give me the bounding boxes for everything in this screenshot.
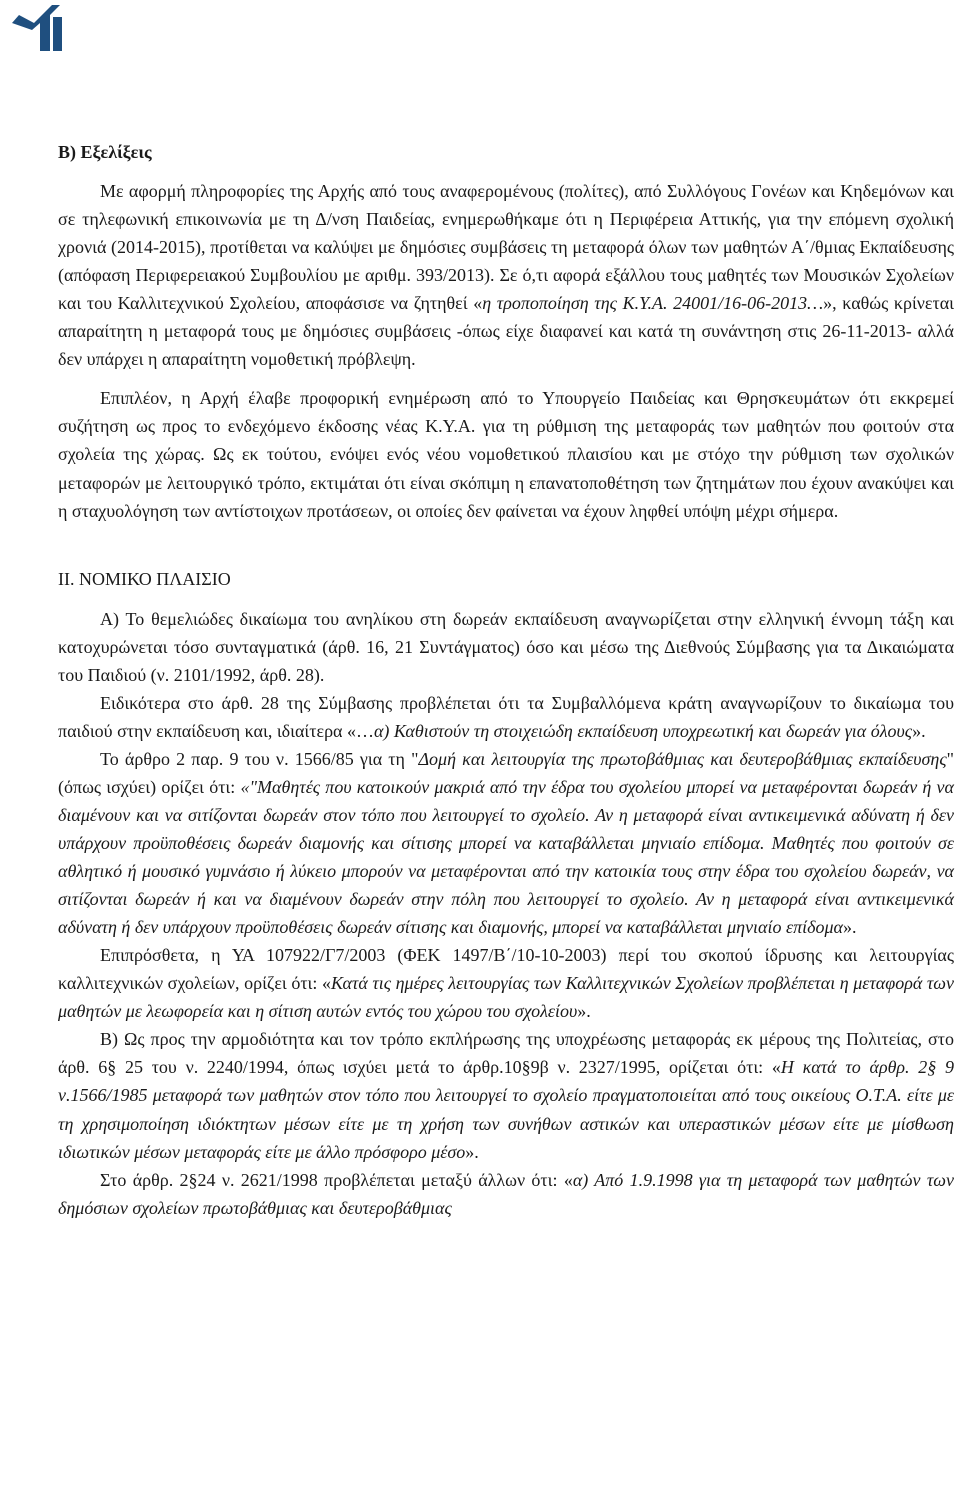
paragraph: Επιπλέον, η Αρχή έλαβε προφορική ενημέρωση από το Υπουργείο Παιδείας και Θρησκευμάτων ότι εκκρεμεί συζήτηση ως προς το ενδεχόμενο έκδοσης νέας Κ.Υ.Α. για τη ρύθμιση της μεταφοράς των μαθητών που φοιτούν στα σχολεία της χώρας. Ως εκ τούτου, ενόψει ενός νέου νομοθετικού πλαισίου και με στόχο την ρύθμιση των σχολικών μεταφορών με λειτουργικό τρόπο, εκτιμάται ότι είναι σκόπιμη η επανατοποθέτηση των ζητημάτων που έχουν ανακύψει και η σταχυολόγηση των αντίστοιχων προτάσεων, οι οποίες δεν φαίνεται να έχουν ληφθεί υπόψη μέχρι σήμερα. (58, 388, 954, 521)
document-body (58, 138, 954, 1222)
section-heading-evolutions: Β) Εξελίξεις (58, 142, 152, 162)
paragraph: Με αφορμή πληροφορίες της Αρχής από τους αναφερομένους (πολίτες), από Συλλόγους Γονέων και Κηδεμόνων και σε τηλεφωνική επικοινωνία με τη Δ/νση Παιδείας, ενημερωθήκαμε ότι η Περιφέρεια Αττικής, για την επόμενη σχολική χρονιά (2014-2015), προτίθεται να καλύψει με δημόσιες συμβάσεις τη μεταφορά όλων των μαθητών Α΄/θμιας Εκπαίδευσης (απόφαση Περιφερειακού Συμβουλίου με αριθμ. 393/2013). Σε ό,τι αφορά εξάλλου τους μαθητές των Μουσικών Σχολείων και του Καλλιτεχνικού Σχολείου, αποφάσισε να ζητηθεί «η τροποποίηση της Κ.Υ.Α. 24001/16-06-2013…», καθώς κρίνεται απαραίτητη η μεταφορά τους με δημόσιες συμβάσεις -όπως είχε διαφανεί και κατά τη συνάντηση στις 26-11-2013- αλλά δεν υπάρχει η απαραίτητη νομοθετική πρόβλεψη. (58, 181, 954, 370)
paragraph: Το άρθρο 2 παρ. 9 του ν. 1566/85 για τη "Δομή και λειτουργία της πρωτοβάθμιας και δευτεροβάθμιας εκπαίδευσης" (όπως ισχύει) ορίζει ότι: «"Μαθητές που κατοικούν μακριά από την έδρα του σχολείου μπορεί να μεταφέρονται δωρεάν ή να διαμένουν και να σιτίζονται δωρεάν στον τόπο που λειτουργεί το σχολείο. Αν η μεταφορά είναι αντικειμενικά αδύνατη ή δεν υπάρχουν προϋποθέσεις δωρεάν διαμονής και σίτισης μπορεί να καταβάλλεται μηνιαίο επίδομα. Μαθητές που φοιτούν σε αθλητικό ή μουσικό γυμνάσιο ή λύκειο μπορούν να μεταφέρονται από την κατοικία τους στην έδρα του σχολείου δωρεάν, να σιτίζονται δωρεάν ή και να διαμένουν δωρεάν στην πόλη που λειτουργεί το σχολείο. Αν η μεταφορά είναι αντικειμενικά αδύνατη ή δεν υπάρχουν προϋποθέσεις δωρεάν σίτισης και διαμονής, μπορεί να καταβάλλεται μηνιαίο επίδομα». (58, 748, 955, 938)
section-heading-legal-framework: ΙΙ. ΝΟΜΙΚΟ ΠΛΑΙΣΙΟ (58, 568, 231, 589)
paragraph: Β) Ως προς την αρμοδιότητα και τον τρόπο εκπλήρωσης της υποχρέωσης μεταφοράς εκ μέρους της Πολιτείας, στο άρθ. 6§ 25 του ν. 2240/1994, όπως ισχύει μετά το άρθρ.10§9β ν. 2327/1995, ορίζεται ότι: «Η κατά το άρθρ. 2§ 9 ν.1566/1985 μεταφορά των μαθητών στον τόπο που λειτουργεί το σχολείο πραγματοποιείται από τους οικείους Ο.Τ.Α. είτε με τη χρησιμοποίηση ιδιόκτητων μέσων είτε με τη χρήση των συνήθων αστικών και υπεραστικών μέσων είτε με μίσθωση ιδιωτικών μέσων μεταφοράς είτε με άλλο πρόσφορο μέσο». (58, 1029, 955, 1162)
logo-icon (8, 3, 66, 55)
paragraph: Α) Το θεμελιώδες δικαίωμα του ανηλίκου στη δωρεάν εκπαίδευση αναγνωρίζεται στην ελληνική έννομη τάξη και κατοχυρώνεται τόσο συνταγματικά (άρθ. 16, 21 Συντάγματος) όσο και μέσω της Διεθνούς Σύμβασης για τα Δικαιώματα του Παιδιού (ν. 2101/1992, άρθ. 28). (58, 608, 954, 685)
paragraph: Στο άρθρ. 2§24 ν. 2621/1998 προβλέπεται μεταξύ άλλων ότι: «α) Από 1.9.1998 για τη μεταφορά των μαθητών των δημόσιων σχολείων πρωτοβάθμιας και δευτεροβάθμιας (58, 1169, 955, 1218)
paragraph: Επιπρόσθετα, η ΥΑ 107922/Γ7/2003 (ΦΕΚ 1497/Β΄/10-10-2003) περί του σκοπού ίδρυσης και λειτουργίας καλλιτεχνικών σχολείων, ορίζει ότι: «Κατά τις ημέρες λειτουργίας των Καλλιτεχνικών Σχολείων προβλέπεται η μεταφορά των μαθητών με λεωφορεία και η σίτιση αυτών εντός του χώρου του σχολείου». (58, 945, 954, 1022)
paragraph: Ειδικότερα στο άρθ. 28 της Σύμβασης προβλέπεται ότι τα Συμβαλλόμενα κράτη αναγνωρίζουν το δικαίωμα του παιδιού στην εκπαίδευση και, ιδιαίτερα «…α) Καθιστούν τη στοιχειώδη εκπαίδευση υποχρεωτική και δωρεάν για όλους». (58, 692, 954, 741)
